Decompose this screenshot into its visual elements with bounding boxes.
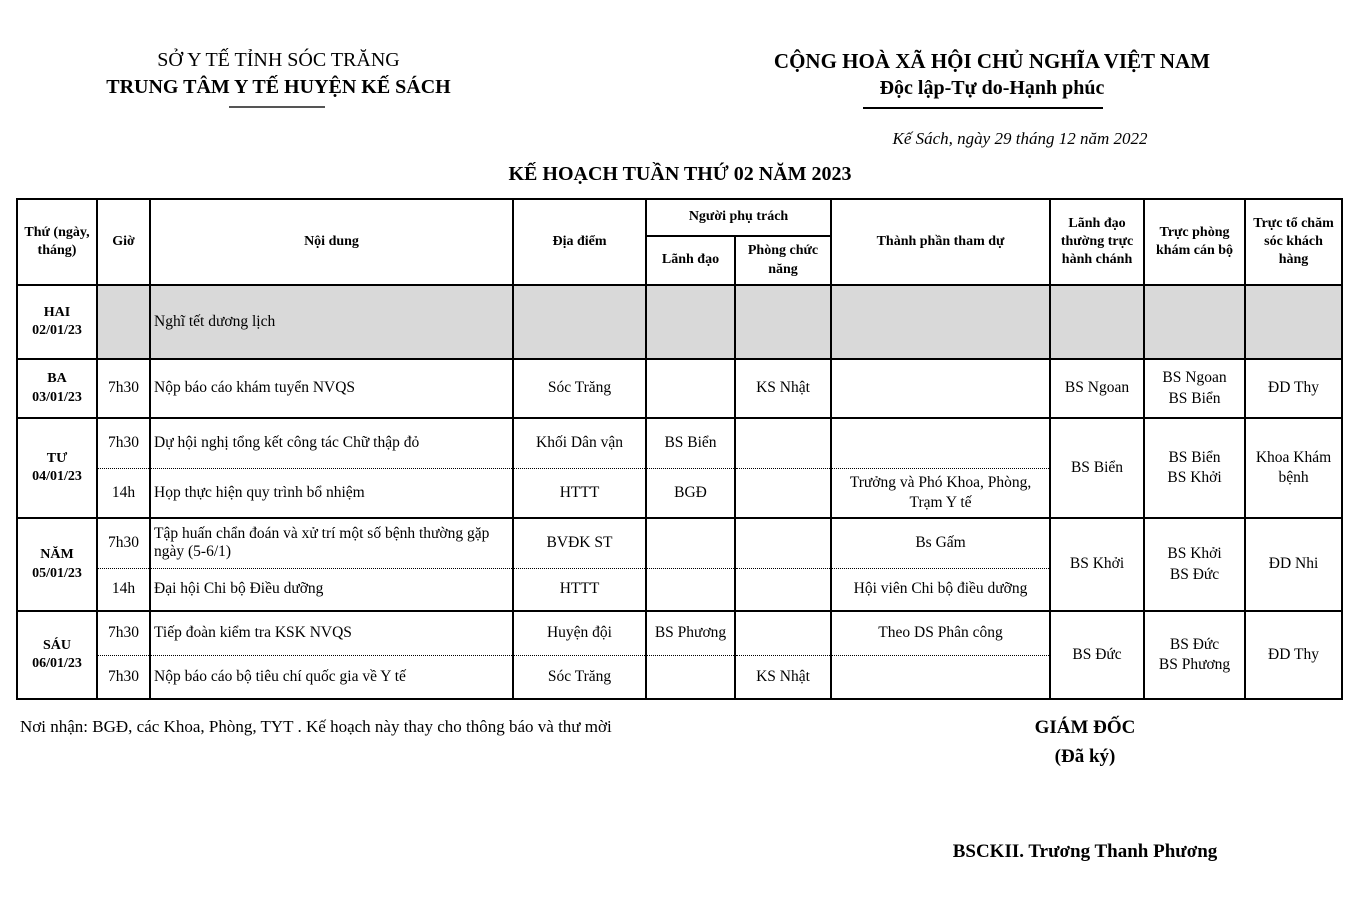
day-cell [17,611,97,699]
department-name: SỞ Y TẾ TỈNH SÓC TRĂNG [157,49,400,71]
day-cell [17,359,97,418]
col-header-time: Giờ [97,199,150,285]
clinic-duty-cell: BS Biển BS Khởi [1144,418,1245,518]
dept-cell [735,568,831,611]
leader-cell: BS Phương [646,611,735,655]
location-cell: HTTT [513,568,646,611]
signature-title: GIÁM ĐỐC [1034,717,1136,738]
participants-cell [831,359,1050,418]
table-row [17,359,1342,418]
dept-cell: KS Nhật [735,359,831,418]
location-cell: Sóc Trăng [513,655,646,699]
admin-duty-cell [1050,285,1144,359]
organization-name: TRUNG TÂM Y TẾ HUYỆN KẾ SÁCH [106,76,451,98]
content-cell: Nghĩ tết dương lịch [150,285,513,359]
col-header-customer-care: Trực tổ chăm sóc khách hàng [1245,199,1342,285]
time-cell: 7h30 [97,418,150,468]
time-cell: 7h30 [97,611,150,655]
participants-cell: Trưởng và Phó Khoa, Phòng, Trạm Y tế [831,468,1050,518]
national-motto: Độc lập-Tự do-Hạnh phúc [879,77,1105,99]
content-cell: Tiếp đoàn kiểm tra KSK NVQS [150,611,513,655]
table-row [17,518,1342,568]
day-date: 03/01/23 [32,389,82,405]
national-title: CỘNG HOÀ XÃ HỘI CHỦ NGHĨA VIỆT NAM [773,49,1211,73]
location-cell: Huyện đội [513,611,646,655]
col-header-day: Thứ (ngày, tháng) [17,199,97,285]
day-date: 05/01/23 [32,565,82,581]
leader-cell [646,568,735,611]
participants-cell: Bs Gấm [831,518,1050,568]
customer-care-cell [1245,285,1342,359]
col-header-location: Địa điểm [513,199,646,285]
customer-care-cell: ĐD Nhi [1245,518,1342,611]
dept-cell [735,518,831,568]
leader-cell: BS Biển [646,418,735,468]
col-header-in-charge-leader: Lãnh đạo [646,236,735,285]
location-cell: BVĐK ST [513,518,646,568]
dept-cell: KS Nhật [735,655,831,699]
content-cell: Nộp báo cáo bộ tiêu chí quốc gia về Y tế [150,655,513,699]
dept-cell [735,285,831,359]
table-row [17,611,1342,655]
participants-cell [831,418,1050,468]
header-right-divider [863,107,1103,109]
clinic-duty-cell [1144,285,1245,359]
time-cell: 7h30 [97,518,150,568]
content-cell: Tập huấn chẩn đoán và xử trí một số bệnh thường gặp ngày (5-6/1) [150,518,513,568]
time-cell: 7h30 [97,359,150,418]
signature-status: (Đã ký) [1054,746,1116,767]
time-cell: 14h [97,468,150,518]
admin-duty-cell: BS Ngoan [1050,359,1144,418]
day-cell [17,518,97,611]
time-cell: 14h [97,568,150,611]
customer-care-cell: ĐD Thy [1245,359,1342,418]
leader-cell: BGĐ [646,468,735,518]
time-cell: 7h30 [97,655,150,699]
document-date: Kế Sách, ngày 29 tháng 12 năm 2022 [892,129,1148,148]
content-cell: Nộp báo cáo khám tuyển NVQS [150,359,513,418]
day-cell [17,285,97,359]
day-cell [17,418,97,518]
col-header-in-charge: Người phụ trách [646,199,831,236]
table-row [17,285,1342,359]
day-date: 04/01/23 [32,469,82,484]
participants-cell: Theo DS Phân công [831,611,1050,655]
day-name: SÁU [42,637,71,653]
header-left-divider [229,106,325,108]
location-cell: Khối Dân vận [513,418,646,468]
dept-cell [735,468,831,518]
day-date: 06/01/23 [32,656,82,671]
time-cell [97,285,150,359]
col-header-clinic-duty: Trực phòng khám cán bộ [1144,199,1245,285]
customer-care-cell: Khoa Khám bệnh [1245,418,1342,518]
col-header-participants: Thành phần tham dự [831,199,1050,285]
participants-cell [831,285,1050,359]
weekly-plan-table [16,198,1343,700]
location-cell: HTTT [513,468,646,518]
recipients-note: Nơi nhận: BGĐ, các Khoa, Phòng, TYT . Kế hoạch này thay cho thông báo và thư mời [20,717,612,736]
admin-duty-cell: BS Biển [1050,418,1144,518]
col-header-admin-duty: Lãnh đạo thường trực hành chánh [1050,199,1144,285]
day-name: TƯ [46,450,68,466]
table-row [17,418,1342,468]
location-cell: Sóc Trăng [513,359,646,418]
clinic-duty-cell: BS Ngoan BS Biển [1144,359,1245,418]
content-cell: Dự hội nghị tổng kết công tác Chữ thập đỏ [150,418,513,468]
page-title: KẾ HOẠCH TUẦN THỨ 02 NĂM 2023 [508,163,852,185]
participants-cell [831,655,1050,699]
leader-cell [646,518,735,568]
participants-cell: Hội viên Chi bộ điều dưỡng [831,568,1050,611]
col-header-in-charge-dept: Phòng chức năng [735,236,831,285]
customer-care-cell: ĐD Thy [1245,611,1342,699]
day-name: BA [47,371,67,387]
location-cell [513,285,646,359]
col-header-content: Nội dung [150,199,513,285]
dept-cell [735,418,831,468]
signer-name: BSCKII. Trương Thanh Phương [952,841,1218,862]
day-name: NĂM [40,547,74,563]
clinic-duty-cell: BS Khởi BS Đức [1144,518,1245,611]
day-name: HAI [43,304,71,320]
admin-duty-cell: BS Khởi [1050,518,1144,611]
clinic-duty-cell: BS Đức BS Phương [1144,611,1245,699]
leader-cell [646,285,735,359]
day-date: 02/01/23 [32,323,82,338]
content-cell: Đại hội Chi bộ Điều dưỡng [150,568,513,611]
dept-cell [735,611,831,655]
content-cell: Họp thực hiện quy trình bổ nhiệm [150,468,513,518]
leader-cell [646,359,735,418]
leader-cell [646,655,735,699]
admin-duty-cell: BS Đức [1050,611,1144,699]
